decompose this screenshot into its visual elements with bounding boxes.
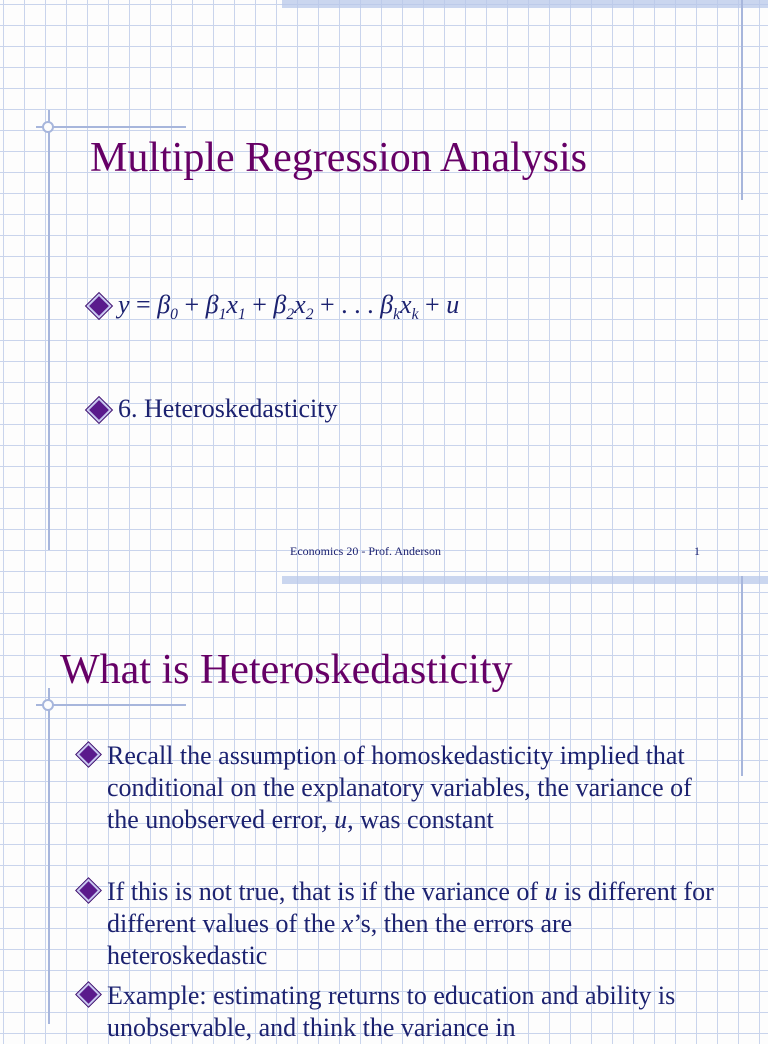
title-decor-line [36,704,186,706]
bullet-2-text: If this is not true, that is if the variance of u is different for different values of the x’s, then the errors are heteroskedastic [107,877,714,970]
right-decor-line [741,0,743,200]
crosshair-icon [42,121,54,133]
slide-title: Multiple Regression Analysis [90,135,587,181]
bullet-3 [80,980,720,1044]
top-decor-bar [282,0,768,8]
regression-equation: $y = \beta_0 + \beta_1x_1 + \beta_2x_2$ + . . . $\beta_kx_k + u$ [118,290,460,324]
crosshair-icon [42,699,54,711]
left-decor-line [48,688,50,1024]
slide-title: What is Heteroskedasticity [60,647,513,693]
diamond-bullet-icon [86,293,111,318]
left-decor-line [48,110,50,550]
topic-text: 6. Heteroskedasticity [118,394,338,423]
diamond-bullet-icon [76,982,100,1006]
diamond-bullet-icon [76,878,100,902]
bullet-1-text: Recall the assumption of homoskedasticity implied that conditional on the explanatory variables, the variance of the unobserved error, u, was constant [107,741,692,834]
right-decor-line [741,576,743,776]
bullet-1 [80,740,720,836]
top-decor-bar [282,576,768,584]
title-decor-line [36,126,186,128]
slide-2 [0,576,768,1042]
equation-bullet [90,290,459,324]
diamond-bullet-icon [86,397,111,422]
topic-bullet [90,394,338,424]
bullet-3-text: Example: estimating returns to education and ability is unobservable, and think the variance in [107,981,676,1042]
footer-text: Economics 20 - Prof. Anderson [290,544,441,558]
page-number: 1 [694,544,700,558]
diamond-bullet-icon [76,742,100,766]
bullet-2 [80,876,720,972]
